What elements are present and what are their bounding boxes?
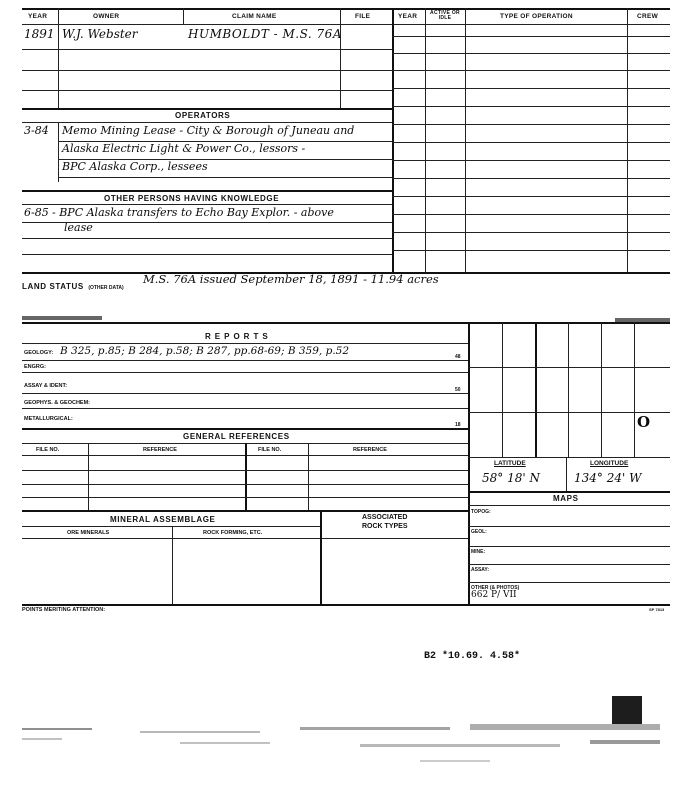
grid-line: [634, 322, 635, 457]
row-line: [22, 510, 468, 512]
row-line: [392, 160, 670, 161]
land-status-sub: (OTHER DATA): [88, 285, 124, 291]
col-line: [340, 8, 341, 108]
scan-smudge: [22, 738, 62, 740]
entry-year: 1891: [24, 27, 55, 41]
grid-line: [468, 457, 670, 458]
land-status-title: LAND STATUS: [22, 282, 84, 291]
gr-reference-header: REFERENCE: [143, 447, 177, 453]
row-line: [392, 88, 670, 89]
points-meriting-attention-label: POINTS MERITING ATTENTION:: [22, 607, 106, 613]
maps-other-value: 662 P/ VII: [471, 590, 517, 600]
row-line: [22, 238, 392, 239]
row-line: [22, 70, 392, 71]
row-line: [22, 360, 468, 361]
other-persons-line-1: - BPC Alaska transfers to Echo Bay Explor. - above: [52, 206, 334, 219]
col-line: [245, 443, 247, 510]
row-line: [468, 564, 670, 565]
grid-line: [568, 322, 569, 457]
row-line: [58, 177, 392, 178]
row-line: [392, 196, 670, 197]
land-status-text: M.S. 76A issued September 18, 1891 - 11.94 acres: [143, 272, 439, 286]
row-line: [22, 222, 392, 223]
land-status-label: [22, 276, 124, 294]
row-line: [22, 526, 320, 527]
longitude-value: 134° 24' W: [574, 471, 642, 485]
scan-smudge: [612, 696, 642, 724]
row-line: [392, 178, 670, 179]
geology-value: B 325, p.85; B 284, p.58; B 287, pp.68-69; B 359, p.52: [60, 345, 350, 357]
grid-line: [535, 322, 537, 457]
geophys-label: GEOPHYS. & GEOCHEM:: [24, 400, 91, 406]
scan-smudge: [360, 744, 560, 747]
mineral-assemblage-title: MINERAL ASSEMBLAGE: [110, 515, 216, 524]
scan-smudge: [22, 316, 102, 320]
operators-line-2: Alaska Electric Light & Power Co., lessors -: [62, 142, 306, 155]
row-line: [22, 49, 392, 50]
row-line: [22, 372, 468, 373]
row-line: [392, 124, 670, 125]
col-file-header: FILE: [355, 13, 371, 20]
latitude-value: 58° 18' N: [482, 471, 540, 485]
location-circle-mark: O: [637, 413, 651, 431]
entry-claim-name: HUMBOLDT - M.S. 76A: [188, 27, 342, 41]
margin-mark-48: 48: [455, 354, 461, 360]
row-line: [22, 428, 468, 430]
engrg-label: ENGRG:: [24, 364, 46, 370]
form-number: SP 7813: [649, 607, 665, 612]
row-line: [22, 190, 392, 192]
scan-smudge: [140, 731, 260, 733]
latitude-label: LATITUDE: [494, 460, 526, 467]
col-line: [172, 526, 173, 604]
row-line: [392, 232, 670, 233]
assay-label: ASSAY & IDENT:: [24, 383, 68, 389]
row-line: [22, 254, 392, 255]
row-line: [22, 538, 468, 539]
row-line: [22, 393, 468, 394]
row-line: [22, 484, 468, 485]
row-line: [22, 343, 468, 344]
scan-smudge: [180, 742, 270, 744]
col-line: [88, 443, 89, 510]
maps-assay-label: ASSAY:: [471, 567, 490, 573]
margin-mark-18: 18: [455, 422, 461, 428]
scan-stamp: B2 *10.69. 4.58*: [424, 651, 521, 662]
gr-reference2-header: REFERENCE: [353, 447, 387, 453]
row-line: [392, 250, 670, 251]
row-line: [58, 141, 392, 142]
ore-minerals-header: ORE MINERALS: [67, 530, 110, 536]
col-owner-header: OWNER: [93, 13, 120, 20]
maps-geol-label: GEOL:: [471, 529, 487, 535]
row-line: [468, 505, 670, 506]
row-line: [392, 142, 670, 143]
row-line: [392, 214, 670, 215]
scan-smudge: [300, 727, 450, 730]
operators-line-3: BPC Alaska Corp., lessees: [62, 160, 208, 173]
col-line: [566, 457, 567, 491]
row-line: [58, 159, 392, 160]
row-line: [22, 604, 670, 606]
other-persons-line-2: lease: [64, 221, 93, 234]
operators-line-1: Memo Mining Lease - City & Borough of Juneau and: [62, 124, 355, 137]
row-line: [22, 90, 392, 91]
maps-mine-label: MINE:: [471, 549, 486, 555]
geology-label: GEOLOGY:: [24, 350, 54, 356]
associated-label: ASSOCIATED: [362, 514, 408, 521]
col-crew-header: CREW: [637, 13, 659, 20]
row-line: [392, 70, 670, 71]
operators-date: 3-84: [24, 124, 49, 137]
grid-line: [502, 322, 503, 457]
col-type-operation-header: TYPE OF OPERATION: [500, 13, 573, 20]
reports-title: REPORTS: [205, 332, 272, 341]
row-line: [22, 497, 468, 498]
row-line: [22, 108, 392, 110]
scan-smudge: [420, 760, 490, 762]
col-line: [320, 510, 322, 604]
row-line: [22, 408, 468, 409]
gr-file-no2-header: FILE NO.: [258, 447, 282, 453]
other-persons-date: 6-85: [24, 206, 49, 219]
grid-line: [468, 367, 670, 368]
col-year-header: YEAR: [28, 13, 48, 20]
col-year2-header: YEAR: [398, 13, 418, 20]
metallurgical-label: METALLURGICAL:: [24, 416, 73, 422]
operators-title: OPERATORS: [175, 111, 231, 120]
row-line: [22, 470, 468, 471]
general-references-title: GENERAL REFERENCES: [183, 432, 290, 441]
margin-mark-50: 50: [455, 387, 461, 393]
col-claim-name-header: CLAIM NAME: [232, 13, 277, 20]
col-line: [58, 122, 59, 182]
entry-owner: W.J. Webster: [62, 27, 138, 41]
maps-title: MAPS: [553, 494, 579, 503]
scan-smudge: [22, 728, 92, 730]
gr-file-no-header: FILE NO.: [36, 447, 60, 453]
row-line: [468, 582, 670, 583]
scan-smudge: [590, 740, 660, 744]
operators-divider: [22, 122, 392, 123]
row-line: [468, 526, 670, 527]
maps-topog-label: TOPOG:: [471, 509, 491, 515]
header-divider: [22, 24, 670, 25]
col-line: [183, 8, 184, 24]
col-active-idle-header: ACTIVE OR IDLE: [430, 10, 460, 21]
top-border: [22, 8, 670, 10]
col-line: [58, 8, 59, 108]
rock-forming-header: ROCK FORMING, ETC.: [203, 530, 263, 536]
panel-left-border: [468, 322, 470, 604]
rock-types-label: ROCK TYPES: [362, 523, 408, 530]
row-line: [392, 53, 670, 54]
row-line: [392, 106, 670, 107]
other-persons-divider: [22, 204, 392, 205]
row-line: [468, 546, 670, 547]
row-line: [392, 36, 670, 37]
col-line: [308, 443, 309, 510]
longitude-label: LONGITUDE: [590, 460, 629, 467]
scan-smudge: [470, 724, 660, 730]
maps-other-label: OTHER (& PHOTOS): [471, 585, 520, 591]
reports-top: [22, 322, 670, 324]
row-line: [468, 491, 670, 493]
grid-line: [601, 322, 602, 457]
other-persons-title: OTHER PERSONS HAVING KNOWLEDGE: [104, 194, 280, 203]
